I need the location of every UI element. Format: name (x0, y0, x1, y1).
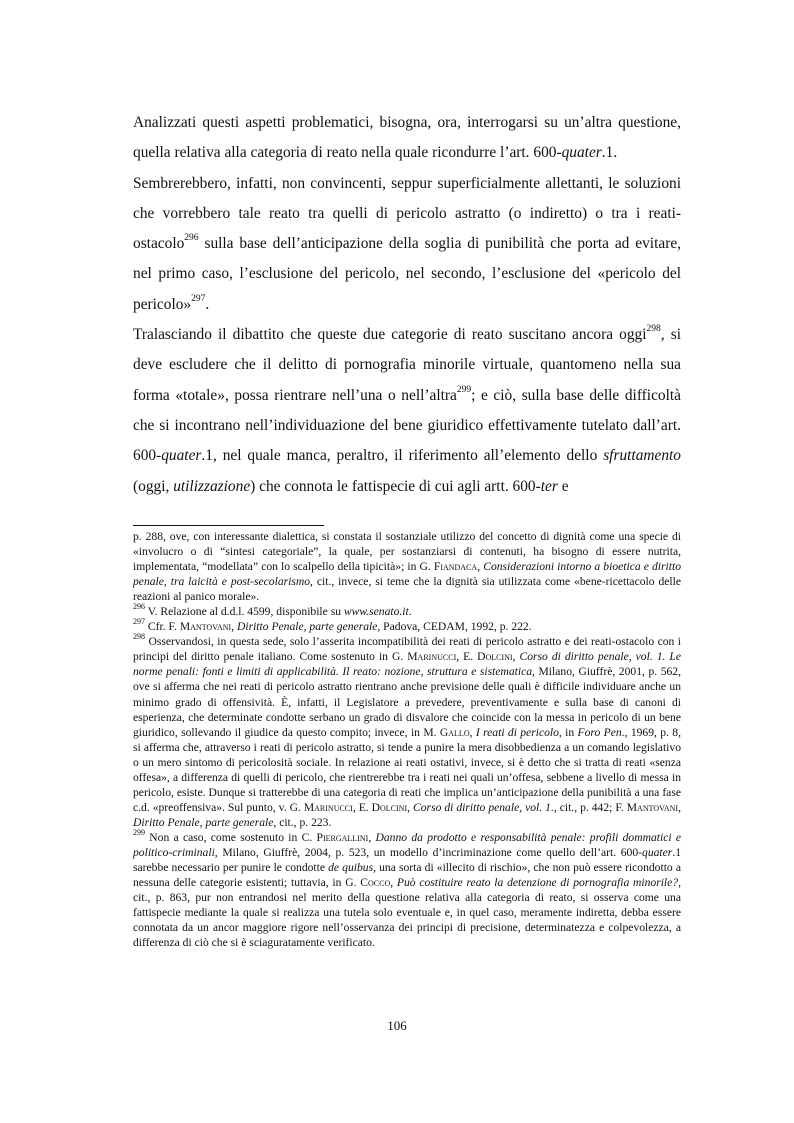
footnote-ref-298[interactable]: 298 (646, 323, 661, 334)
footnote-298: $^{298}$ Osservandosi, in questa sede, solo l’asserita incompatibilità dei reati di pericolo astratto e dei reati-ostacolo con i principi del diritto penale italiano. Come sostenuto in G. Marinucci, E. Dolcini, Corso di diritto penale, vol. 1. Le norme penali: fonti e limiti di applicabilità. Il reato: nozione, struttura e sistematica, Milano, Giuffrè, 2001, p. 562, ove si afferma che nei reati di pericolo astratto rientrano anche previsione delle quali è difficile individuare anche un minimo grado di offensività. È, infatti, il Legislatore a prevedere, preventivamente e sulla base di canoni di esperienza, che determinate condotte serbano un grado di disvalore che coincide con la messa in pericolo di un bene giuridico, sollevando il giudice da questo compito; invece, in M. Gallo, I reati di pericolo, in Foro Pen., 1969, p. 8, si afferma che, attraverso i reati di pericolo astratto, si tende a punire la mera disobbedienza a un comando legislativo o un mero sintomo di pericolosità sociale. In relazione ai reati ostativi, invece, si è detto che si tratta di reati «senza offesa», a differenza di quelli di pericolo, che rientrerebbe tra i reati nei quali un’offesa, sebbene a livello di messa in pericolo, esiste. Dunque si tratterebbe di una categoria di reati che implica un’anticipazione della punibilità a una fase c.d. «preoffensiva». Sul punto, v. G. Marinucci, E. Dolcini, Corso di diritto penale, vol. 1., cit., p. 442; F. Mantovani, Diritto Penale, parte generale, cit., p. 223. (133, 632, 682, 829)
footnote-continuation: p. 288, ove, con interessante dialettica, si constata il sostanziale utilizzo del concetto di dignità come una specie di «involucro o di “sintesi categoriale”, la quale, per sostanziarsi di contenuti, ha bisogno di essere nutrita, implementata, “modellata” con lo scalpello della tipicità»; in G. Fiandaca, Considerazioni intorno a bioetica e diritto penale, tra laicità e post-secolarismo, cit., invece, si teme che la dignità sia utilizzata come «bene-ricettacolo delle reazioni al panico morale». (133, 530, 682, 604)
page-number: 106 (387, 1018, 407, 1033)
footnotes (133, 529, 681, 950)
footnote-299: $^{299}$ Non a caso, come sostenuto in C. Piergallini, Danno da prodotto e responsabilità penale: profili dommatici e politico-criminali, Milano, Giuffrè, 2004, p. 523, un modello d’incriminazione come quello dell’art. 600-quater.1 sarebbe necessario per punire le condotte de quibus, una sorta di «illecito di rischio», che non può essere ricondotto a nessuna delle categorie esistenti; tuttavia, in G. Cocco, Può costituire reato la detenzione di pornografia minorile?, cit., p. 863, pur non entrandosi nel merito della questione relativa alla categoria di reato, si osserva come una fattispecie mediante la quale si realizza una tutela solo eventuale e, in quel caso, meramente indiretta, debba essere connotata da un ancor maggiore rigore nell’osservanza dei principi di precisione, determinatezza e colpevolezza, a differenza di ciò che si è sciaguratamente verificato. (133, 828, 682, 950)
footnote-ref-297[interactable]: 297 (191, 293, 206, 304)
main-text (133, 108, 681, 502)
footnote-296: $^{296}$ V. Relazione al d.d.l. 4599, disponibile su www.senato.it. (133, 602, 412, 619)
footnote-ref-296[interactable]: 296 (184, 233, 199, 244)
footnote-297: $^{297}$ Cfr. F. Mantovani, Diritto Penale, parte generale, Padova, CEDAM, 1992, p. 222. (133, 617, 532, 634)
link-senato[interactable]: www.senato.it (343, 605, 409, 619)
paragraph-1: Analizzati questi aspetti problematici, bisogna, ora, interrogarsi su un’altra questione, quella relativa alla categoria di reato nella quale ricondurre l’art. 600-quater.1. (133, 114, 681, 162)
footnote-ref-299[interactable]: 299 (456, 384, 472, 395)
paragraph-3: Tralasciando il dibattito che queste due categorie di reato suscitano ancora oggi$^{298}$, si deve escludere che il delitto di pornografia minorile virtuale, quantomeno nella sua forma «totale», possa rientrare nell’una o nell’altra$^{299}$; e ciò, sulla base delle difficoltà che si incontrano nell’individuazione del bene giuridico effettivamente tutelato dall’art. 600-quater.1, nel quale manca, peraltro, il riferimento all’elemento dello sfruttamento (oggi, utilizzazione) che connota le fattispecie di cui agli artt. 600-ter e (133, 323, 681, 495)
footnote-separator (133, 525, 324, 526)
paragraph-2: Sembrerebbero, infatti, non convincenti, seppur superficialmente allettanti, le soluzioni che vorrebbero tale reato tra quelli di pericolo astratto (o indiretto) o tra i reati-ostacolo$^{296}$ sulla base dell’anticipazione della soglia di punibilità che porta ad evitare, nel primo caso, l’esclusione del pericolo, nel secondo, l’esclusione del «pericolo del pericolo»$^{297}$. (133, 174, 681, 313)
